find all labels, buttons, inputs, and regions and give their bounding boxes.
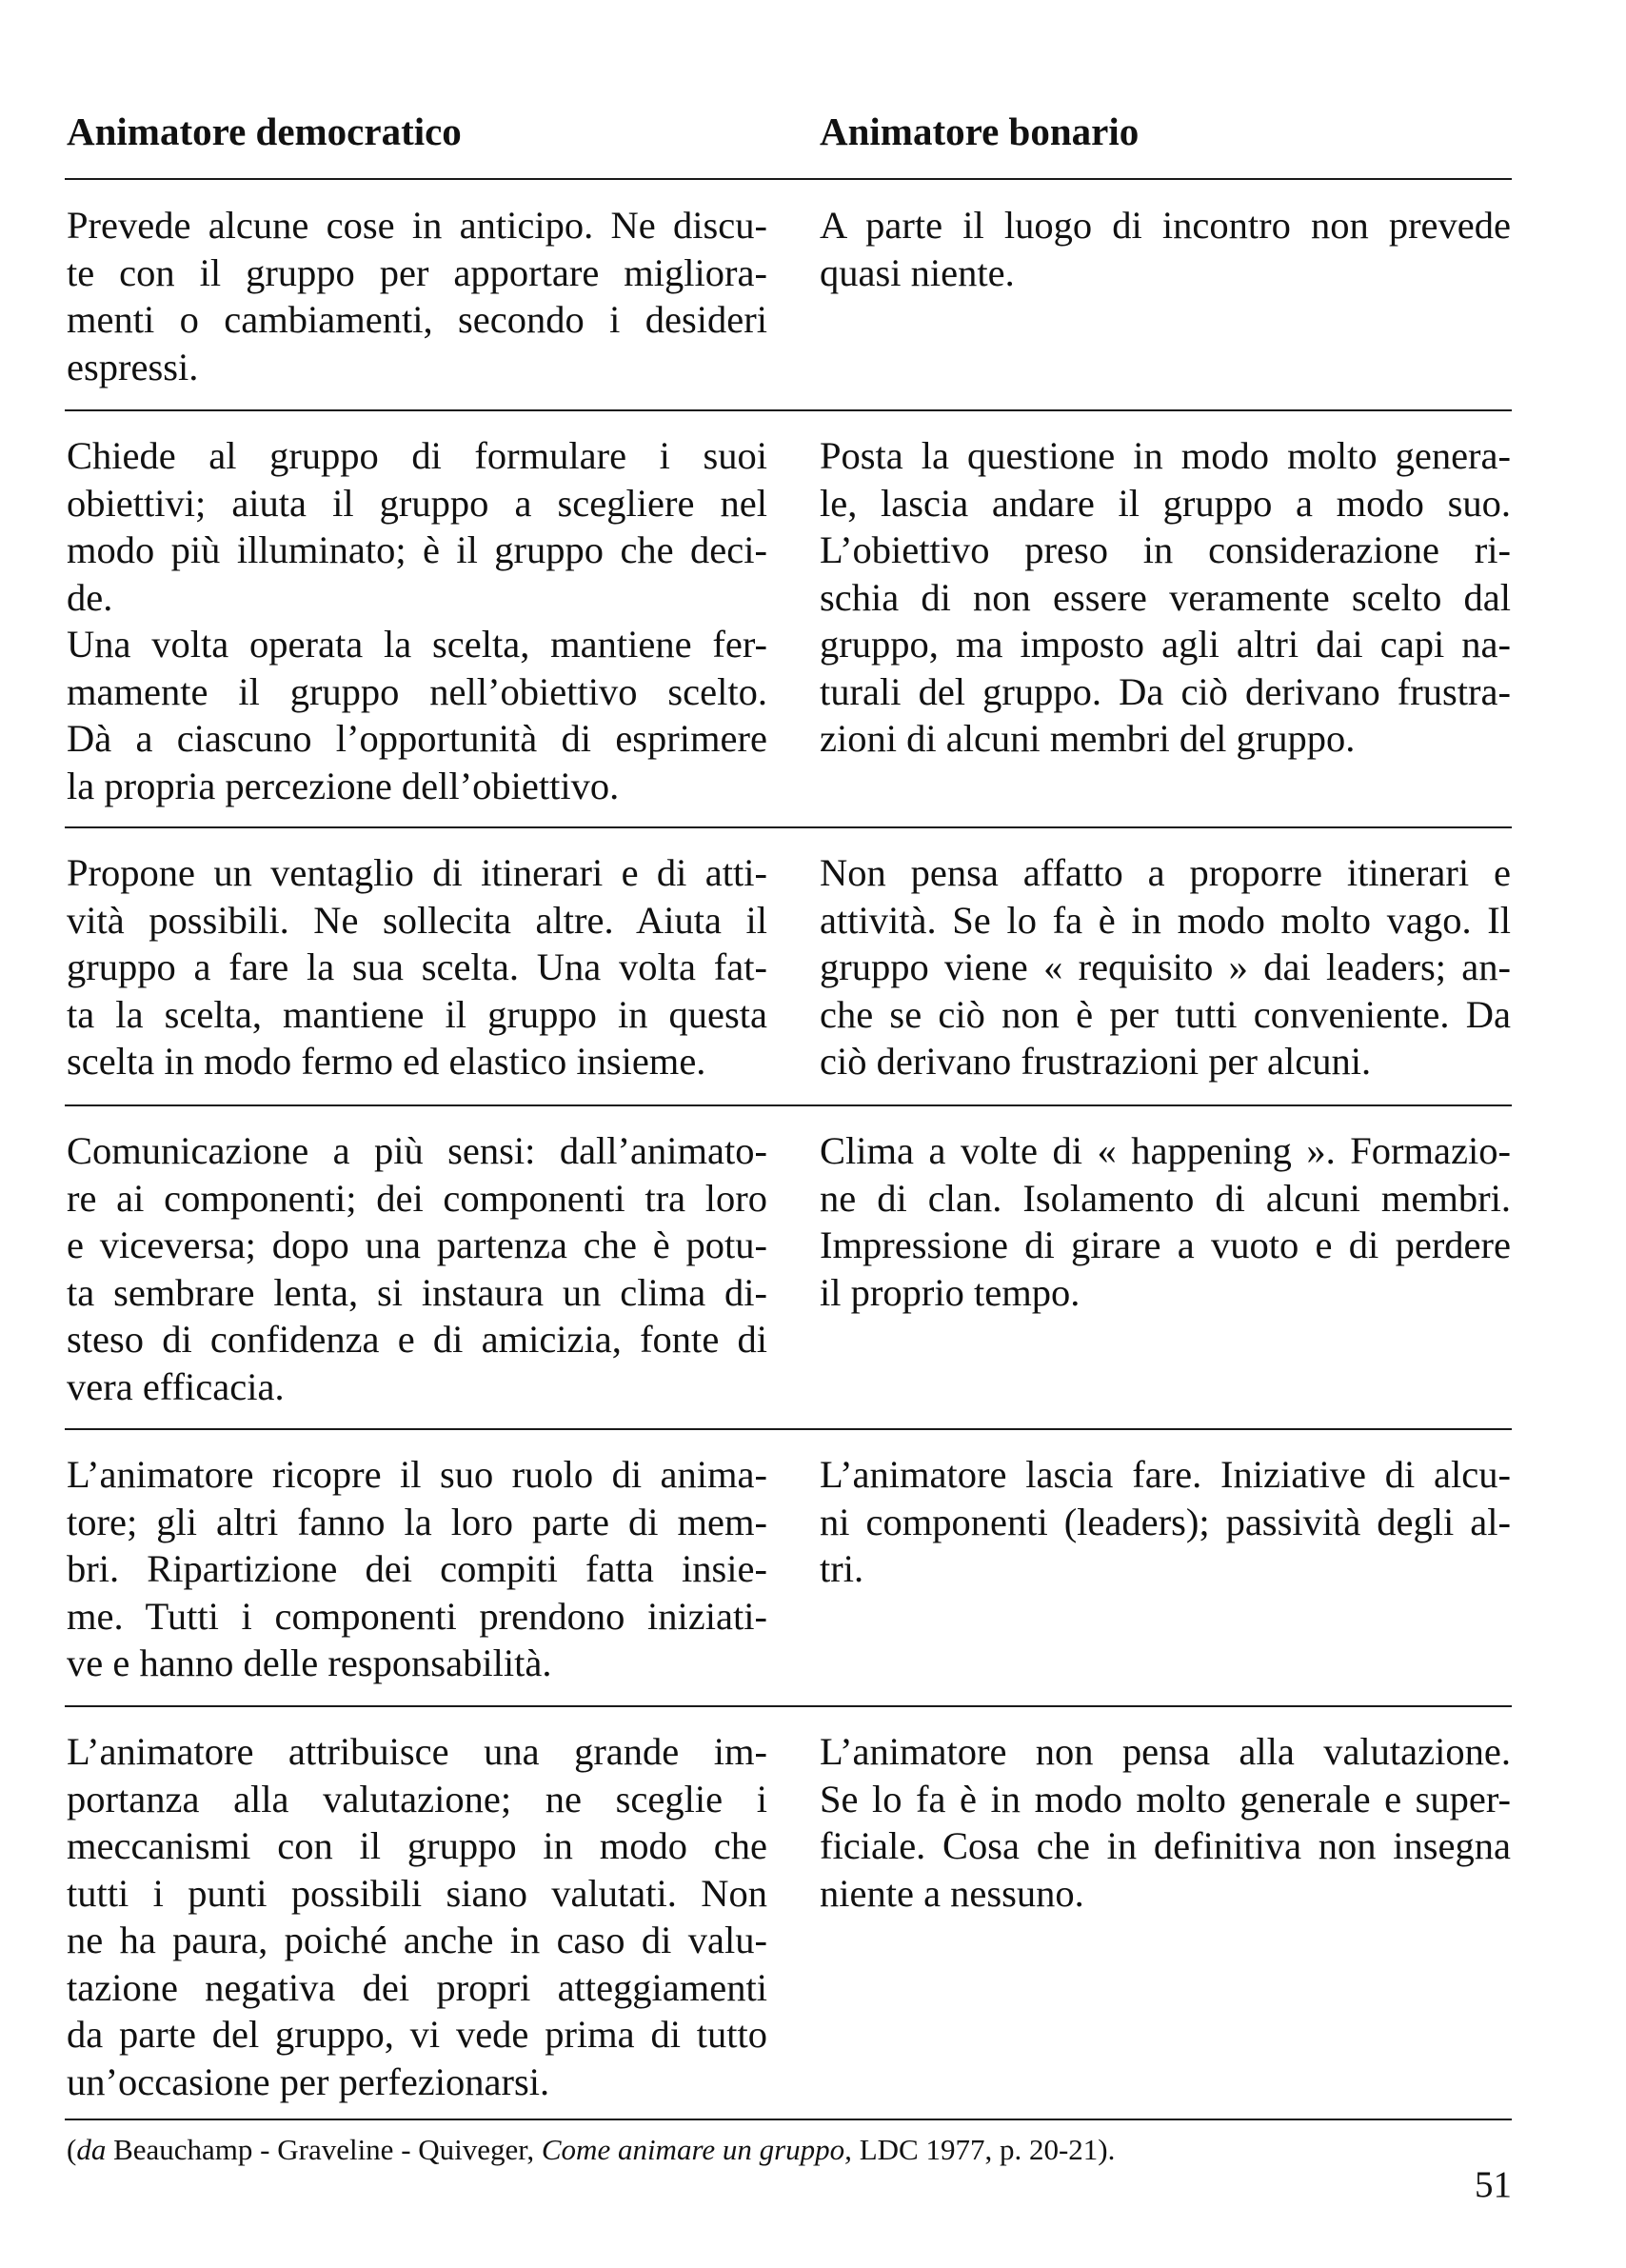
text-line: ve e hanno delle responsabilità. [67, 1641, 552, 1684]
text-line: scelta in modo fermo ed elastico insieme. [67, 1040, 706, 1083]
text-line: meccanismi con il gruppo in modo che [67, 1824, 767, 1867]
text-line: A parte il luogo di incontro non prevede [820, 204, 1511, 247]
text-line: attività. Se lo fa è in modo molto vago. Il [820, 898, 1511, 942]
text-line: turali del gruppo. Da ciò derivano frustra- [820, 669, 1511, 713]
text-line: re ai componenti; dei componenti tra loro [67, 1176, 767, 1220]
text-line: gruppo a fare la sua scelta. Una volta fat- [67, 945, 767, 988]
table-rule [65, 409, 1512, 411]
text-line: ni componenti (leaders); passività degli al- [820, 1500, 1511, 1543]
text-line: L’animatore lascia fare. Iniziative di alcu- [820, 1453, 1511, 1496]
text-line: modo più illuminato; è il gruppo che deci- [67, 528, 767, 571]
text-line: portanza alla valutazione; ne sceglie i [67, 1777, 767, 1820]
text-line: Chiede al gruppo di formulare i suoi [67, 434, 767, 477]
text-line: Dà a ciascuno l’opportunità di esprimere [67, 717, 767, 760]
text-line: tri. [820, 1547, 864, 1590]
cell-bonario [820, 1728, 1511, 1917]
cell-bonario [820, 432, 1511, 763]
table-rule [65, 1104, 1512, 1106]
text-line: tazione negativa dei propri atteggiamenti [67, 1965, 767, 2009]
table-rule [65, 2119, 1512, 2120]
text-line: te con il gruppo per apportare migliora- [67, 250, 767, 294]
text-line: obiettivi; aiuta il gruppo a scegliere nel [67, 481, 767, 525]
text-line: Comunicazione a più sensi: dall’animato- [67, 1129, 767, 1172]
text-line: L’animatore non pensa alla valutazione. [820, 1730, 1511, 1773]
text-line: me. Tutti i componenti prendono iniziati- [67, 1594, 767, 1638]
text-line: un’occasione per perfezionarsi. [67, 2059, 550, 2103]
text-line: espressi. [67, 345, 199, 388]
text-line: L’animatore attribuisce una grande im- [67, 1730, 767, 1773]
text-line: ta sembrare lenta, si instaura un clima di- [67, 1270, 767, 1314]
text-line: quasi niente. [820, 250, 1015, 294]
text-line: Una volta operata la scelta, mantiene fer- [67, 623, 767, 666]
cell-bonario [820, 202, 1511, 296]
table-rule [65, 1428, 1512, 1430]
text-line: menti o cambiamenti, secondo i desideri [67, 298, 767, 341]
citation-rest: LDC 1977, p. 20-21). [851, 2133, 1116, 2166]
text-line: vera efficacia. [67, 1364, 285, 1408]
text-line: niente a nessuno. [820, 1871, 1084, 1915]
table-rule [65, 1705, 1512, 1707]
text-line: ta la scelta, mantiene il gruppo in questa [67, 992, 767, 1036]
text-line: tutti i punti possibili siano valutati. Non [67, 1871, 767, 1915]
text-line: bri. Ripartizione dei compiti fatta insie- [67, 1547, 767, 1590]
cell-bonario [820, 1451, 1511, 1593]
text-line: zioni di alcuni membri del gruppo. [820, 717, 1356, 760]
table-rule [65, 826, 1512, 828]
text-line: il proprio tempo. [820, 1270, 1081, 1314]
text-line: da parte del gruppo, vi vede prima di tutto [67, 2013, 767, 2056]
column-header-democratico: Animatore democratico [67, 109, 462, 153]
text-line: schia di non essere veramente scelto dal [820, 575, 1511, 619]
citation-open-paren: ( [67, 2133, 77, 2166]
cell-bonario [820, 849, 1511, 1085]
text-line: L’animatore ricopre il suo ruolo di anima- [67, 1453, 767, 1496]
text-line: la propria percezione dell’obiettivo. [67, 764, 620, 807]
cell-democratico [67, 1728, 767, 2105]
text-line: mamente il gruppo nell’obiettivo scelto. [67, 669, 767, 713]
cell-bonario [820, 1127, 1511, 1316]
table-rule [65, 178, 1512, 180]
column-header-bonario: Animatore bonario [820, 109, 1140, 153]
cell-democratico [67, 1451, 767, 1687]
text-line: Posta la questione in modo molto genera- [820, 434, 1511, 477]
text-line: Propone un ventaglio di itinerari e di atti- [67, 851, 767, 894]
text-line: L’obiettivo preso in considerazione ri- [820, 528, 1511, 571]
text-line: steso di confidenza e di amicizia, fonte di [67, 1318, 767, 1361]
text-line: Se lo fa è in modo molto generale e super- [820, 1777, 1511, 1820]
citation-book-title: Come animare un gruppo, [541, 2133, 852, 2166]
source-citation [67, 2129, 1399, 2171]
text-line: gruppo, ma imposto agli altri dai capi na- [820, 623, 1511, 666]
text-line: ciò derivano frustrazioni per alcuni. [820, 1040, 1372, 1083]
text-line: che se ciò non è per tutti conveniente. Da [820, 992, 1511, 1036]
document-page [65, 0, 1512, 2268]
text-line: e viceversa; dopo una partenza che è potu- [67, 1224, 767, 1266]
page-number: 51 [1475, 2164, 1512, 2205]
cell-democratico [67, 432, 767, 809]
citation-da: da [76, 2133, 107, 2166]
cell-democratico [67, 1127, 767, 1410]
text-line: le, lascia andare il gruppo a modo suo. [820, 481, 1511, 525]
text-line: gruppo viene « requisito » dai leaders; an- [820, 945, 1511, 988]
text-line: Non pensa affatto a proporre itinerari e [820, 851, 1511, 894]
text-line: ne di clan. Isolamento di alcuni membri. [820, 1176, 1511, 1220]
citation-authors: Beauchamp - Graveline - Quiveger, [106, 2133, 542, 2166]
text-line: de. [67, 575, 113, 619]
text-line: vità possibili. Ne sollecita altre. Aiuta il [67, 898, 767, 942]
text-line: ficiale. Cosa che in definitiva non insegna [820, 1824, 1511, 1867]
text-line: Impressione di girare a vuoto e di perdere [820, 1224, 1511, 1266]
text-line: tore; gli altri fanno la loro parte di mem- [67, 1500, 767, 1543]
text-line: Clima a volte di « happening ». Formazio- [820, 1129, 1511, 1172]
table-header [65, 103, 1512, 160]
cell-democratico [67, 849, 767, 1085]
text-line: ne ha paura, poiché anche in caso di valu- [67, 1919, 767, 1961]
cell-democratico [67, 202, 767, 390]
text-line: Prevede alcune cose in anticipo. Ne discu- [67, 204, 767, 247]
